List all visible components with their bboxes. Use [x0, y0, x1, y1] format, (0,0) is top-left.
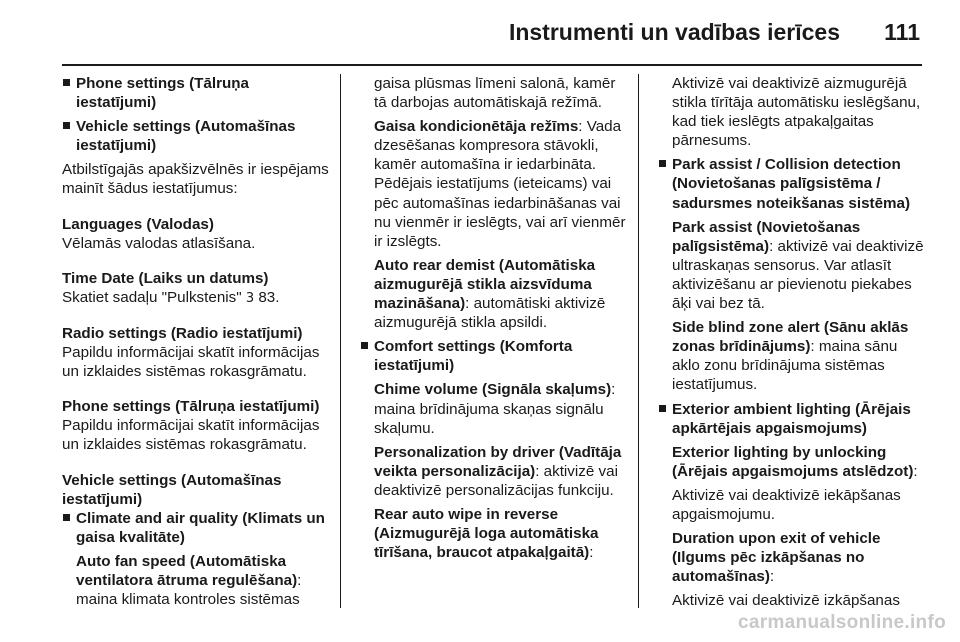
page-ref-arrow-icon: 3 [245, 290, 255, 306]
exit-duration-item [658, 529, 928, 586]
ac-mode-text: : Vada dzesēšanas kompresora stāvokli, kamēr automašīna ir iedarbināta. Pēdējais iestatījums (ieteicams) vai pēc automašīnas iedarbināšanas vai nu vienmēr ir ieslēgts, vai arī vienmēr ir izslēgts. [374, 118, 626, 250]
phone-settings-heading: Phone settings (Tālruņa iestatījumi) [62, 398, 320, 416]
auto-fan-speed-heading: Auto fan speed (Automātiska ventilatora ātruma regulēšana) [76, 552, 298, 589]
park-assist-heading: Park assist (Novietošanas palīgsistēma) [672, 218, 861, 255]
auto-fan-speed-text: : maina klimata kontroles sistēmas [76, 571, 302, 608]
bullet-phone-settings: Phone settings (Tālruņa iestatījumi) [62, 74, 330, 112]
auto-fan-speed-continued: gaisa plūsmas līmeni salonā, kamēr tā darbojas automātiskajā režīmā. [374, 75, 616, 112]
bullet-climate: Climate and air quality (Klimats un gaisa kvalitāte) [62, 509, 330, 547]
personalization-text: : aktivizē vai deaktivizē personalizācijas funkciju. [374, 462, 618, 499]
unlock-lighting-colon: : [913, 462, 918, 480]
auto-rear-demist-text: : automātiski aktivizē aizmugurējā stikla apsildi. [374, 295, 606, 332]
side-blind-zone-item [658, 318, 928, 394]
languages-text: Vēlamās valodas atlasīšana. [62, 234, 256, 252]
auto-fan-speed-item [62, 552, 330, 608]
header-divider [62, 64, 922, 66]
intro-text: Atbilstīgajās apakšizvēlnēs ir iespējams mainīt šādus iestatījumus: [62, 161, 329, 198]
phone-settings-text: Papildu informācijai skatīt informācijas un izklaides sistēmas rokasgrāmatu. [62, 417, 320, 454]
auto-rear-demist-item [360, 256, 630, 332]
unlock-lighting-heading: Exterior lighting by unlocking (Ārējais apgaismojums atslēdzot) [672, 443, 914, 480]
park-assist-text: : aktivizē vai deaktivizē ultraskaņas sensorus. Var atlasīt aktivizēšanu ar pievienotu piekabes āķi vai bez tā. [672, 237, 924, 313]
vehicle-settings-heading: Vehicle settings (Automašīnas iestatījumi) [62, 471, 282, 508]
personalization-heading: Personalization by driver (Vadītāja veikta personalizācija) [374, 443, 622, 480]
auto-rear-demist-heading: Auto rear demist (Automātiska aizmugurējā stikla aizsvīduma mazināšana) [374, 256, 596, 313]
bullet-exterior-lighting: Exterior ambient lighting (Ārējais apkārtējais apgaismojums) [658, 400, 928, 438]
radio-settings-heading: Radio settings (Radio iestatījumi) [62, 324, 303, 342]
column-1 [62, 74, 330, 608]
time-date-ref-page: 83. [254, 288, 280, 306]
time-date-ref-text: Skatiet sadaļu "Pulkstenis" [62, 288, 246, 306]
column-3 [658, 74, 928, 608]
page-header [0, 0, 960, 66]
rear-auto-wipe-continued: Aktivizē vai deaktivizē aizmugurējā stikla tīrītāja automātisku ieslēgšanu, kad tiek ieslēgts atpakaļgaitas pārnesums. [672, 75, 921, 150]
rear-auto-wipe-colon: : [589, 544, 594, 562]
column-2 [360, 74, 630, 608]
rear-auto-wipe-item [360, 505, 630, 562]
rear-auto-wipe-heading: Rear auto wipe in reverse (Aizmugurējā loga automātiska tīrīšana, braucot atpakaļgaitā) [374, 505, 599, 562]
exit-duration-heading: Duration upon exit of vehicle (Ilgums pēc izkāpšanas no automašīnas) [672, 530, 881, 586]
watermark: carmanualsonline.info [738, 612, 946, 633]
side-blind-zone-text: : maina sānu aklo zonu brīdinājuma sistēmas iestatījumus. [672, 338, 898, 394]
ac-mode-item [360, 117, 630, 251]
exit-duration-colon: : [769, 568, 775, 586]
chime-volume-heading: Chime volume (Signāla skaļums) [374, 381, 612, 399]
unlock-lighting-item [658, 443, 928, 481]
time-date-text [62, 288, 330, 308]
bullet-vehicle-settings: Vehicle settings (Automašīnas iestatījumi) [62, 117, 330, 155]
column-divider-1 [340, 74, 341, 608]
chime-volume-text: : maina brīdinājuma skaņas signālu skaļumu. [374, 381, 616, 437]
park-assist-item [658, 218, 928, 313]
unlock-lighting-text: Aktivizē vai deaktivizē iekāpšanas apgaismojumu. [672, 486, 901, 523]
page-number: 111 [884, 19, 920, 45]
languages-heading: Languages (Valodas) [62, 215, 214, 233]
bullet-comfort-settings: Comfort settings (Komforta iestatījumi) [360, 337, 630, 375]
radio-settings-text: Papildu informācijai skatīt informācijas un izklaides sistēmas rokasgrāmatu. [62, 344, 320, 381]
page-title: Instrumenti un vadības ierīces [508, 19, 840, 45]
ac-mode-heading: Gaisa kondicionētāja režīms [374, 118, 579, 136]
chime-volume-item [360, 380, 630, 437]
time-date-heading: Time Date (Laiks un datums) [62, 269, 269, 287]
column-divider-2 [638, 74, 639, 608]
exit-duration-text: Aktivizē vai deaktivizē izkāpšanas [672, 592, 900, 608]
personalization-item [360, 443, 630, 500]
bullet-park-assist: Park assist / Collision detection (Novietošanas palīgsistēma / sadursmes noteikšanas sistēma) [658, 155, 928, 212]
side-blind-zone-heading: Side blind zone alert (Sānu aklās zonas brīdinājums) [672, 319, 909, 356]
